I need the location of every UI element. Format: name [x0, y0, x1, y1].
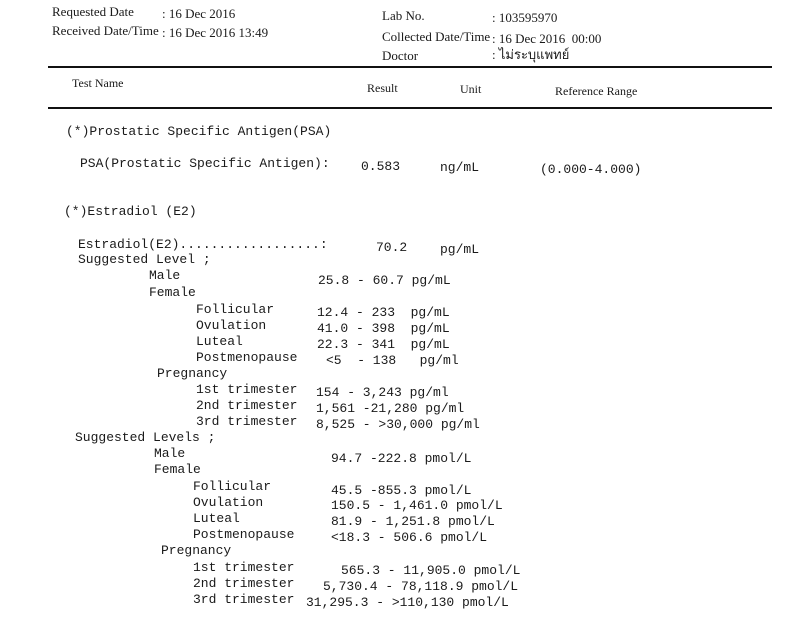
e2-ovulation-pmol-range: 150.5 - 1,461.0 pmol/L — [331, 498, 503, 513]
e2-luteal-label-pmol: Luteal — [193, 511, 240, 526]
e2-luteal-pmol-range: 81.9 - 1,251.8 pmol/L — [331, 514, 495, 529]
e2-3rd-trimester-pmol-range: 31,295.3 - >110,130 pmol/L — [306, 595, 509, 610]
psa-section-title: (*)Prostatic Specific Antigen(PSA) — [66, 124, 332, 139]
e2-male-label-pmol: Male — [154, 446, 186, 461]
e2-male-label: Male — [149, 268, 181, 283]
requested-date-value: : 16 Dec 2016 — [162, 6, 236, 21]
e2-3rd-trimester-label-pmol: 3rd trimester — [193, 592, 295, 607]
received-datetime-label: Received Date/Time — [52, 23, 159, 38]
e2-1st-trimester-label: 1st trimester — [196, 382, 298, 397]
e2-female-label: Female — [149, 285, 196, 300]
e2-follicular-label-pmol: Follicular — [193, 479, 272, 494]
e2-follicular-pmol-range: 45.5 -855.3 pmol/L — [331, 483, 472, 498]
e2-section-title: (*)Estradiol (E2) — [64, 204, 197, 219]
e2-unit: pg/mL — [440, 242, 480, 257]
e2-2nd-trimester-label: 2nd trimester — [196, 398, 298, 413]
collected-datetime-label: Collected Date/Time — [382, 29, 491, 44]
lab-no-label: Lab No. — [382, 8, 425, 23]
e2-male-pg-range: 25.8 - 60.7 pg/mL — [318, 273, 451, 288]
requested-date-label: Requested Date — [52, 4, 134, 19]
e2-female-label-pmol: Female — [154, 462, 201, 477]
header-top-rule — [48, 66, 772, 68]
psa-result: 0.583 — [361, 159, 401, 174]
collected-datetime-value: : 16 Dec 2016 00:00 — [492, 31, 602, 46]
header-bottom-rule — [48, 107, 772, 109]
e2-male-pmol-range: 94.7 -222.8 pmol/L — [331, 451, 472, 466]
e2-2nd-trimester-pg-range: 1,561 -21,280 pg/ml — [316, 401, 465, 416]
psa-test-name: PSA(Prostatic Specific Antigen): — [80, 156, 330, 171]
lab-no-value: : 103595970 — [492, 10, 558, 25]
e2-postmenopause-label: Postmenopause — [196, 350, 298, 365]
e2-follicular-label: Follicular — [196, 302, 275, 317]
e2-3rd-trimester-label: 3rd trimester — [196, 414, 298, 429]
e2-1st-trimester-pmol-range: 565.3 - 11,905.0 pmol/L — [341, 563, 521, 578]
e2-ovulation-label: Ovulation — [196, 318, 267, 333]
e2-result: 70.2 — [376, 240, 408, 255]
e2-ovulation-pg-range: 41.0 - 398 pg/mL — [317, 321, 450, 336]
psa-reference-range: (0.000-4.000) — [540, 162, 642, 177]
e2-pregnancy-label: Pregnancy — [157, 366, 228, 381]
e2-follicular-pg-range: 12.4 - 233 pg/mL — [317, 305, 450, 320]
doctor-label: Doctor — [382, 48, 419, 63]
column-result: Result — [367, 81, 398, 95]
e2-test-name: Estradiol(E2)..................: — [78, 237, 328, 252]
e2-2nd-trimester-pmol-range: 5,730.4 - 78,118.9 pmol/L — [323, 579, 519, 594]
e2-pregnancy-label-pmol: Pregnancy — [161, 543, 232, 558]
e2-luteal-pg-range: 22.3 - 341 pg/mL — [317, 337, 450, 352]
received-datetime-value: : 16 Dec 2016 13:49 — [162, 25, 269, 40]
e2-1st-trimester-pg-range: 154 - 3,243 pg/ml — [316, 385, 449, 400]
e2-1st-trimester-label-pmol: 1st trimester — [193, 560, 295, 575]
doctor-value: : ไม่ระบุแพทย์ — [492, 47, 570, 62]
e2-2nd-trimester-label-pmol: 2nd trimester — [193, 576, 295, 591]
e2-postmenopause-pg-range: <5 - 138 pg/ml — [326, 353, 459, 368]
e2-postmenopause-pmol-range: <18.3 - 506.6 pmol/L — [331, 530, 488, 545]
e2-ovulation-label-pmol: Ovulation — [193, 495, 264, 510]
e2-3rd-trimester-pg-range: 8,525 - >30,000 pg/ml — [316, 417, 480, 432]
column-unit: Unit — [460, 82, 482, 96]
e2-postmenopause-label-pmol: Postmenopause — [193, 527, 295, 542]
column-reference-range: Reference Range — [555, 84, 638, 98]
e2-suggested-level-label: Suggested Level ; — [78, 252, 211, 267]
e2-suggested-levels-label: Suggested Levels ; — [75, 430, 216, 445]
psa-unit: ng/mL — [440, 160, 480, 175]
e2-luteal-label: Luteal — [196, 334, 243, 349]
column-test-name: Test Name — [72, 76, 124, 90]
